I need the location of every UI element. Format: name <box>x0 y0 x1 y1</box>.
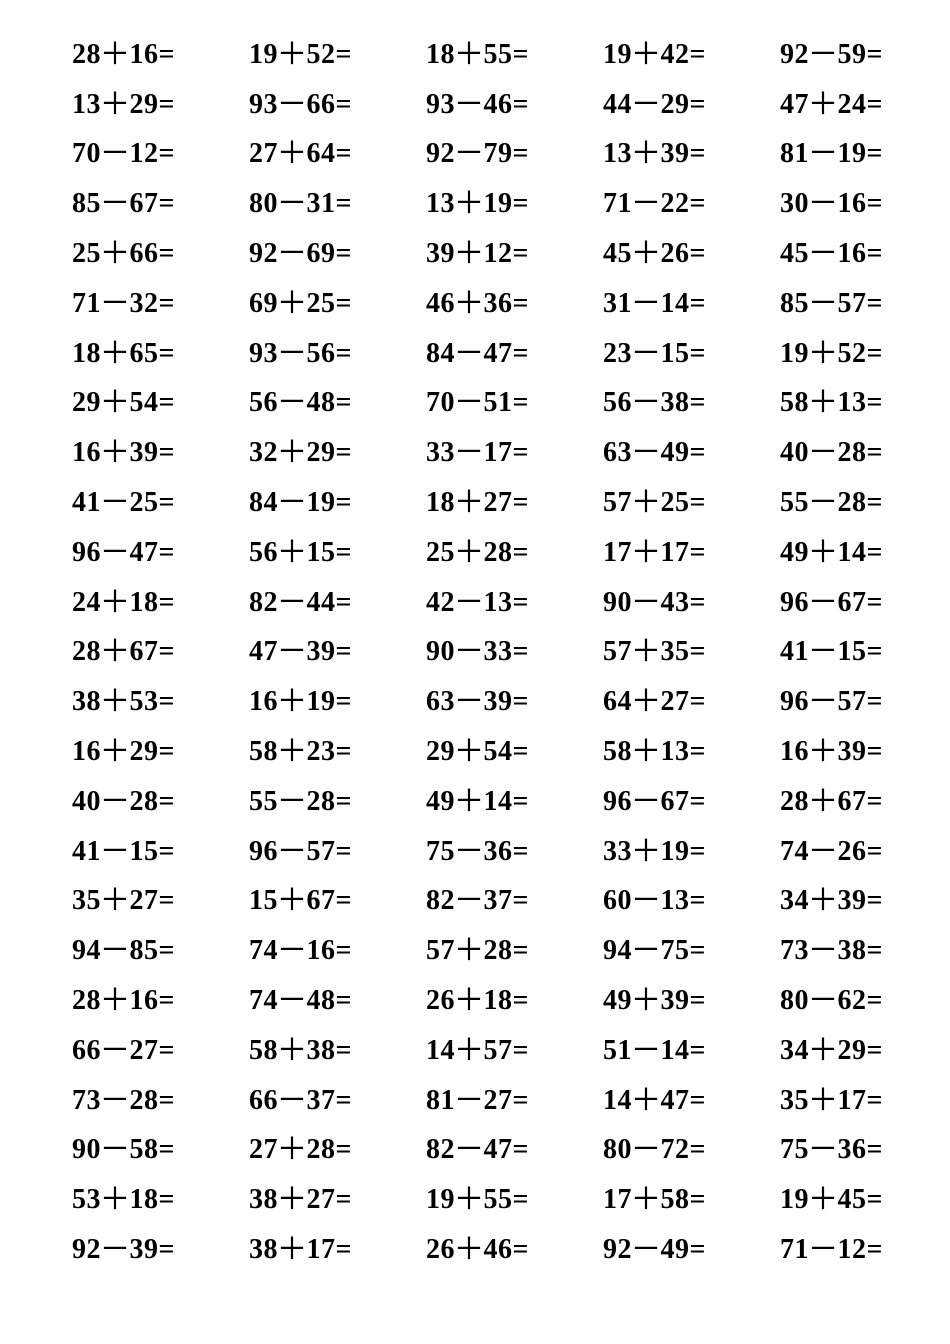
arithmetic-problem: 40－28= <box>780 437 883 469</box>
arithmetic-problem: 32＋29= <box>249 437 352 469</box>
arithmetic-problem: 92－49= <box>603 1234 706 1266</box>
arithmetic-problem: 19＋52= <box>780 337 883 369</box>
arithmetic-problem: 33－17= <box>426 437 529 469</box>
arithmetic-problem: 31－14= <box>603 287 706 319</box>
arithmetic-problem: 93－46= <box>426 88 529 120</box>
arithmetic-problem: 46＋36= <box>426 287 529 319</box>
arithmetic-problem: 27＋64= <box>249 138 352 170</box>
arithmetic-problem: 25＋28= <box>426 536 529 568</box>
arithmetic-problem: 56－48= <box>249 387 352 419</box>
arithmetic-problem: 49＋14= <box>426 785 529 817</box>
arithmetic-problem: 96－47= <box>72 536 175 568</box>
arithmetic-problem: 13＋29= <box>72 88 175 120</box>
arithmetic-problem: 96－67= <box>603 785 706 817</box>
arithmetic-problem: 58＋13= <box>780 387 883 419</box>
arithmetic-problem: 63－49= <box>603 437 706 469</box>
arithmetic-problem: 70－51= <box>426 387 529 419</box>
arithmetic-problem: 55－28= <box>780 487 883 519</box>
arithmetic-problem: 69＋25= <box>249 287 352 319</box>
arithmetic-problem: 74－26= <box>780 835 883 867</box>
arithmetic-problem: 75－36= <box>780 1134 883 1166</box>
arithmetic-problem: 90－58= <box>72 1134 175 1166</box>
arithmetic-problem: 13＋19= <box>426 188 529 220</box>
arithmetic-problem: 13＋39= <box>603 138 706 170</box>
arithmetic-problem: 66－37= <box>249 1084 352 1116</box>
arithmetic-problem: 57＋28= <box>426 935 529 967</box>
arithmetic-problem: 15＋67= <box>249 885 352 917</box>
arithmetic-problem: 14＋57= <box>426 1034 529 1066</box>
arithmetic-problem: 82－47= <box>426 1134 529 1166</box>
arithmetic-problem: 42－13= <box>426 586 529 618</box>
arithmetic-problem: 26＋18= <box>426 985 529 1017</box>
arithmetic-problem: 71－12= <box>780 1234 883 1266</box>
arithmetic-problem: 40－28= <box>72 785 175 817</box>
arithmetic-problem: 17＋17= <box>603 536 706 568</box>
arithmetic-problem: 27＋28= <box>249 1134 352 1166</box>
arithmetic-problem: 96－57= <box>249 835 352 867</box>
arithmetic-problem: 16＋39= <box>72 437 175 469</box>
arithmetic-problem: 17＋58= <box>603 1184 706 1216</box>
arithmetic-problem: 96－57= <box>780 686 883 718</box>
arithmetic-problem: 28＋16= <box>72 985 175 1017</box>
arithmetic-problem: 63－39= <box>426 686 529 718</box>
arithmetic-problem: 57＋35= <box>603 636 706 668</box>
arithmetic-problem: 82－44= <box>249 586 352 618</box>
arithmetic-problem: 92－69= <box>249 238 352 270</box>
arithmetic-problem: 81－27= <box>426 1084 529 1116</box>
arithmetic-problem: 80－72= <box>603 1134 706 1166</box>
arithmetic-problem: 58＋13= <box>603 736 706 768</box>
arithmetic-problem: 85－67= <box>72 188 175 220</box>
arithmetic-problem: 41－25= <box>72 487 175 519</box>
arithmetic-problem: 28＋67= <box>780 785 883 817</box>
arithmetic-problem: 94－75= <box>603 935 706 967</box>
arithmetic-problem: 75－36= <box>426 835 529 867</box>
arithmetic-problem: 70－12= <box>72 138 175 170</box>
arithmetic-problem: 38＋53= <box>72 686 175 718</box>
arithmetic-problem: 90－43= <box>603 586 706 618</box>
arithmetic-problem: 44－29= <box>603 88 706 120</box>
arithmetic-problem: 47－39= <box>249 636 352 668</box>
arithmetic-problem: 92－59= <box>780 38 883 70</box>
arithmetic-problem: 19＋42= <box>603 38 706 70</box>
arithmetic-problem: 85－57= <box>780 287 883 319</box>
arithmetic-problem: 23－15= <box>603 337 706 369</box>
arithmetic-problem: 71－32= <box>72 287 175 319</box>
arithmetic-problem: 16＋39= <box>780 736 883 768</box>
arithmetic-problem: 96－67= <box>780 586 883 618</box>
arithmetic-problem: 38＋17= <box>249 1234 352 1266</box>
arithmetic-problem: 19＋52= <box>249 38 352 70</box>
arithmetic-problem: 29＋54= <box>72 387 175 419</box>
arithmetic-problem: 80－31= <box>249 188 352 220</box>
arithmetic-problem: 45－16= <box>780 238 883 270</box>
arithmetic-problem: 58＋23= <box>249 736 352 768</box>
arithmetic-problem: 18＋27= <box>426 487 529 519</box>
arithmetic-problem: 38＋27= <box>249 1184 352 1216</box>
arithmetic-problem: 26＋46= <box>426 1234 529 1266</box>
arithmetic-problem: 19＋55= <box>426 1184 529 1216</box>
arithmetic-problem: 73－38= <box>780 935 883 967</box>
arithmetic-problem: 47＋24= <box>780 88 883 120</box>
arithmetic-problem: 80－62= <box>780 985 883 1017</box>
arithmetic-problem: 14＋47= <box>603 1084 706 1116</box>
arithmetic-problem: 18＋65= <box>72 337 175 369</box>
arithmetic-problem: 82－37= <box>426 885 529 917</box>
arithmetic-problem: 28＋16= <box>72 38 175 70</box>
arithmetic-problem: 92－79= <box>426 138 529 170</box>
arithmetic-problem: 45＋26= <box>603 238 706 270</box>
arithmetic-problem: 39＋12= <box>426 238 529 270</box>
arithmetic-problem: 18＋55= <box>426 38 529 70</box>
arithmetic-problem: 30－16= <box>780 188 883 220</box>
arithmetic-problem: 56＋15= <box>249 536 352 568</box>
arithmetic-problem: 90－33= <box>426 636 529 668</box>
arithmetic-problem: 34＋39= <box>780 885 883 917</box>
arithmetic-problem: 57＋25= <box>603 487 706 519</box>
arithmetic-problem: 93－66= <box>249 88 352 120</box>
arithmetic-problem: 71－22= <box>603 188 706 220</box>
arithmetic-problem: 51－14= <box>603 1034 706 1066</box>
arithmetic-problem: 49＋39= <box>603 985 706 1017</box>
arithmetic-problem: 28＋67= <box>72 636 175 668</box>
arithmetic-problem: 16＋29= <box>72 736 175 768</box>
arithmetic-problem: 35＋17= <box>780 1084 883 1116</box>
arithmetic-problem: 55－28= <box>249 785 352 817</box>
arithmetic-problem: 64＋27= <box>603 686 706 718</box>
arithmetic-problem: 58＋38= <box>249 1034 352 1066</box>
arithmetic-problem: 92－39= <box>72 1234 175 1266</box>
arithmetic-problem: 41－15= <box>780 636 883 668</box>
arithmetic-problem: 84－19= <box>249 487 352 519</box>
arithmetic-problem: 66－27= <box>72 1034 175 1066</box>
arithmetic-worksheet <box>72 30 902 1275</box>
arithmetic-problem: 60－13= <box>603 885 706 917</box>
arithmetic-problem: 16＋19= <box>249 686 352 718</box>
arithmetic-problem: 81－19= <box>780 138 883 170</box>
arithmetic-problem: 93－56= <box>249 337 352 369</box>
arithmetic-problem: 53＋18= <box>72 1184 175 1216</box>
arithmetic-problem: 35＋27= <box>72 885 175 917</box>
arithmetic-problem: 41－15= <box>72 835 175 867</box>
arithmetic-problem: 29＋54= <box>426 736 529 768</box>
arithmetic-problem: 49＋14= <box>780 536 883 568</box>
arithmetic-problem: 94－85= <box>72 935 175 967</box>
arithmetic-problem: 74－16= <box>249 935 352 967</box>
arithmetic-problem: 73－28= <box>72 1084 175 1116</box>
arithmetic-problem: 34＋29= <box>780 1034 883 1066</box>
arithmetic-problem: 74－48= <box>249 985 352 1017</box>
arithmetic-problem: 84－47= <box>426 337 529 369</box>
arithmetic-problem: 25＋66= <box>72 238 175 270</box>
arithmetic-problem: 19＋45= <box>780 1184 883 1216</box>
arithmetic-problem: 56－38= <box>603 387 706 419</box>
arithmetic-problem: 24＋18= <box>72 586 175 618</box>
arithmetic-problem: 33＋19= <box>603 835 706 867</box>
